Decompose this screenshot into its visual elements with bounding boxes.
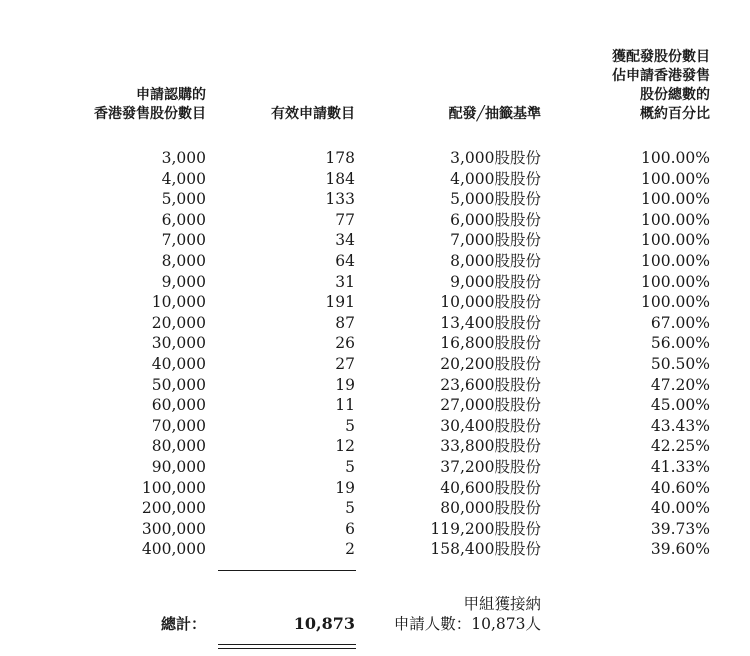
allotment-basis-number: 37,200 [440, 457, 495, 476]
allotment-basis-number: 13,400 [440, 313, 495, 332]
allotment-basis-number: 4,000 [450, 169, 495, 188]
allotment-basis-unit: 股股份 [494, 416, 541, 435]
valid-applications-cell: 5 [345, 457, 355, 476]
valid-applications-cell: 77 [335, 210, 355, 229]
allotment-basis-cell [440, 436, 541, 457]
allotment-basis-cell [440, 498, 541, 519]
approx-percentage-cell: 67.00% [650, 313, 710, 332]
allotment-basis-number: 10,000 [440, 293, 495, 312]
allotment-basis-number: 23,600 [440, 375, 495, 394]
allotment-basis-unit: 股股份 [494, 149, 541, 167]
allotment-basis-cell [440, 333, 541, 354]
valid-applications-cell: 87 [335, 313, 355, 332]
header-line: 有效申請數目 [271, 106, 355, 122]
table-row [0, 457, 750, 478]
approx-percentage-cell: 39.73% [650, 519, 710, 538]
allotment-basis-unit: 股股份 [494, 190, 541, 209]
table-row [0, 519, 750, 540]
header-line: 股份總數的 [640, 87, 710, 103]
allotment-basis-unit: 股股份 [494, 313, 541, 332]
approx-percentage-cell: 100.00% [641, 190, 710, 209]
allotment-basis-cell [440, 292, 541, 313]
header-applied-shares [94, 86, 206, 124]
valid-applications-cell: 64 [335, 251, 355, 270]
allotment-basis-number: 6,000 [450, 210, 495, 229]
applied-shares-cell: 7,000 [161, 231, 206, 250]
allotment-basis-unit: 股股份 [494, 499, 541, 518]
approx-percentage-cell: 50.50% [650, 354, 710, 373]
header-line: 佔申請香港發售 [612, 68, 710, 84]
valid-applications-cell: 12 [335, 437, 355, 456]
header-line: 概約百分比 [640, 106, 710, 122]
table-row [0, 251, 750, 272]
table-row [0, 395, 750, 416]
allotment-basis-unit: 股股份 [494, 354, 541, 373]
subtotal-rule [218, 570, 356, 571]
approx-percentage-cell: 43.43% [650, 416, 710, 435]
applied-shares-cell: 9,000 [161, 272, 206, 291]
header-line: 申請認購的 [136, 87, 206, 103]
allotment-basis-unit: 股股份 [494, 293, 541, 312]
table-row [0, 148, 750, 169]
approx-percentage-cell: 100.00% [641, 293, 710, 312]
applied-shares-cell: 70,000 [151, 416, 206, 435]
allotment-basis-unit: 股股份 [494, 272, 541, 291]
allotment-basis-cell [440, 416, 541, 437]
table-body [0, 148, 750, 560]
applied-shares-cell: 30,000 [151, 334, 206, 353]
table-row [0, 498, 750, 519]
allotment-basis-cell [450, 230, 541, 251]
valid-applications-cell: 11 [335, 396, 355, 415]
applied-shares-cell: 40,000 [151, 354, 206, 373]
allotment-basis-cell [450, 169, 541, 190]
approx-percentage-cell: 100.00% [641, 231, 710, 250]
table-row [0, 189, 750, 210]
valid-applications-cell: 27 [335, 354, 355, 373]
header-allotment-basis [449, 105, 541, 124]
allotment-basis-number: 158,400 [430, 540, 495, 559]
allotment-basis-unit: 股股份 [494, 457, 541, 476]
table-row [0, 375, 750, 396]
allotment-basis-cell [430, 539, 541, 560]
valid-applications-cell: 133 [325, 190, 355, 209]
applied-shares-cell: 200,000 [141, 499, 206, 518]
allotment-basis-number: 20,200 [440, 354, 495, 373]
table-row [0, 230, 750, 251]
allotment-basis-cell [450, 251, 541, 272]
allotment-basis-number: 3,000 [450, 149, 495, 167]
table-row [0, 169, 750, 190]
approx-percentage-cell: 100.00% [641, 210, 710, 229]
table-row [0, 210, 750, 231]
allotment-basis-unit: 股股份 [494, 519, 541, 538]
valid-applications-cell: 5 [345, 416, 355, 435]
allotment-basis-number: 9,000 [450, 272, 495, 291]
applied-shares-cell: 60,000 [151, 396, 206, 415]
allotment-basis-number: 5,000 [450, 190, 495, 209]
approx-percentage-cell: 100.00% [641, 272, 710, 291]
applied-shares-cell: 300,000 [141, 519, 206, 538]
approx-percentage-cell: 45.00% [650, 396, 710, 415]
allotment-basis-cell [450, 189, 541, 210]
allotment-basis-cell [450, 272, 541, 293]
allotment-basis-number: 33,800 [440, 437, 495, 456]
approx-percentage-cell: 40.00% [650, 499, 710, 518]
allotment-basis-number: 119,200 [430, 519, 495, 538]
total-note-line2: 申請人數：10,873人 [393, 615, 541, 633]
header-line: 獲配發股份數目 [612, 49, 710, 65]
table-row [0, 539, 750, 560]
header-line: 配發╱抽籤基準 [448, 106, 541, 122]
approx-percentage-cell: 47.20% [650, 375, 710, 394]
applied-shares-cell: 90,000 [151, 457, 206, 476]
total-double-rule-bottom [218, 648, 356, 649]
allotment-basis-number: 16,800 [440, 334, 495, 353]
valid-applications-cell: 34 [335, 231, 355, 250]
allotment-basis-number: 80,000 [440, 499, 495, 518]
approx-percentage-cell: 40.60% [650, 478, 710, 497]
valid-applications-cell: 5 [345, 499, 355, 518]
valid-applications-cell: 19 [335, 375, 355, 394]
allotment-basis-number: 8,000 [450, 251, 495, 270]
allotment-basis-unit: 股股份 [494, 169, 541, 188]
table-row [0, 354, 750, 375]
valid-applications-cell: 184 [325, 169, 355, 188]
table-row [0, 292, 750, 313]
allotment-basis-number: 7,000 [450, 231, 495, 250]
allotment-basis-cell [440, 354, 541, 375]
total-note-line1: 甲組獲接納 [463, 595, 541, 613]
allotment-basis-unit: 股股份 [494, 375, 541, 394]
applied-shares-cell: 3,000 [161, 149, 206, 167]
approx-percentage-cell: 56.00% [650, 334, 710, 353]
approx-percentage-cell: 100.00% [641, 149, 710, 167]
allotment-basis-number: 30,400 [440, 416, 495, 435]
allotment-basis-cell [440, 313, 541, 334]
approx-percentage-cell: 41.33% [650, 457, 710, 476]
applied-shares-cell: 10,000 [151, 293, 206, 312]
allotment-basis-number: 40,600 [440, 478, 495, 497]
allotment-basis-number: 27,000 [440, 396, 495, 415]
allotment-basis-cell [440, 457, 541, 478]
allotment-basis-cell [430, 519, 541, 540]
allotment-basis-unit: 股股份 [494, 540, 541, 559]
table-row [0, 416, 750, 437]
valid-applications-cell: 26 [335, 334, 355, 353]
allotment-basis-cell [440, 375, 541, 396]
approx-percentage-cell: 39.60% [650, 540, 710, 559]
applied-shares-cell: 100,000 [141, 478, 206, 497]
valid-applications-cell: 191 [325, 293, 355, 312]
total-value: 10,873 [293, 614, 355, 633]
total-label: 總計： [160, 615, 206, 633]
table-row [0, 333, 750, 354]
table-row [0, 436, 750, 457]
allotment-basis-cell [450, 148, 541, 169]
allotment-basis-cell [450, 210, 541, 231]
allotment-basis-cell [440, 395, 541, 416]
allotment-basis-unit: 股股份 [494, 251, 541, 270]
valid-applications-cell: 2 [345, 540, 355, 559]
allotment-basis-unit: 股股份 [494, 478, 541, 497]
applied-shares-cell: 8,000 [161, 251, 206, 270]
applied-shares-cell: 50,000 [151, 375, 206, 394]
header-valid-applications [271, 105, 355, 124]
applied-shares-cell: 6,000 [161, 210, 206, 229]
applied-shares-cell: 80,000 [151, 437, 206, 456]
valid-applications-cell: 6 [345, 519, 355, 538]
allotment-basis-unit: 股股份 [494, 210, 541, 229]
header-line: 香港發售股份數目 [94, 106, 206, 122]
allotment-basis-cell [440, 478, 541, 499]
table-row [0, 272, 750, 293]
approx-percentage-cell: 100.00% [641, 169, 710, 188]
allotment-basis-unit: 股股份 [494, 231, 541, 250]
table-row [0, 313, 750, 334]
allotment-basis-unit: 股股份 [494, 334, 541, 353]
allotment-basis-unit: 股股份 [494, 396, 541, 415]
approx-percentage-cell: 42.25% [650, 437, 710, 456]
valid-applications-cell: 19 [335, 478, 355, 497]
valid-applications-cell: 178 [325, 149, 355, 167]
applied-shares-cell: 20,000 [151, 313, 206, 332]
total-double-rule-top [218, 644, 356, 645]
applied-shares-cell: 4,000 [161, 169, 206, 188]
table-row [0, 478, 750, 499]
valid-applications-cell: 31 [335, 272, 355, 291]
allotment-basis-unit: 股股份 [494, 437, 541, 456]
applied-shares-cell: 400,000 [141, 540, 206, 559]
header-approx-percentage [612, 48, 710, 124]
approx-percentage-cell: 100.00% [641, 251, 710, 270]
applied-shares-cell: 5,000 [161, 190, 206, 209]
